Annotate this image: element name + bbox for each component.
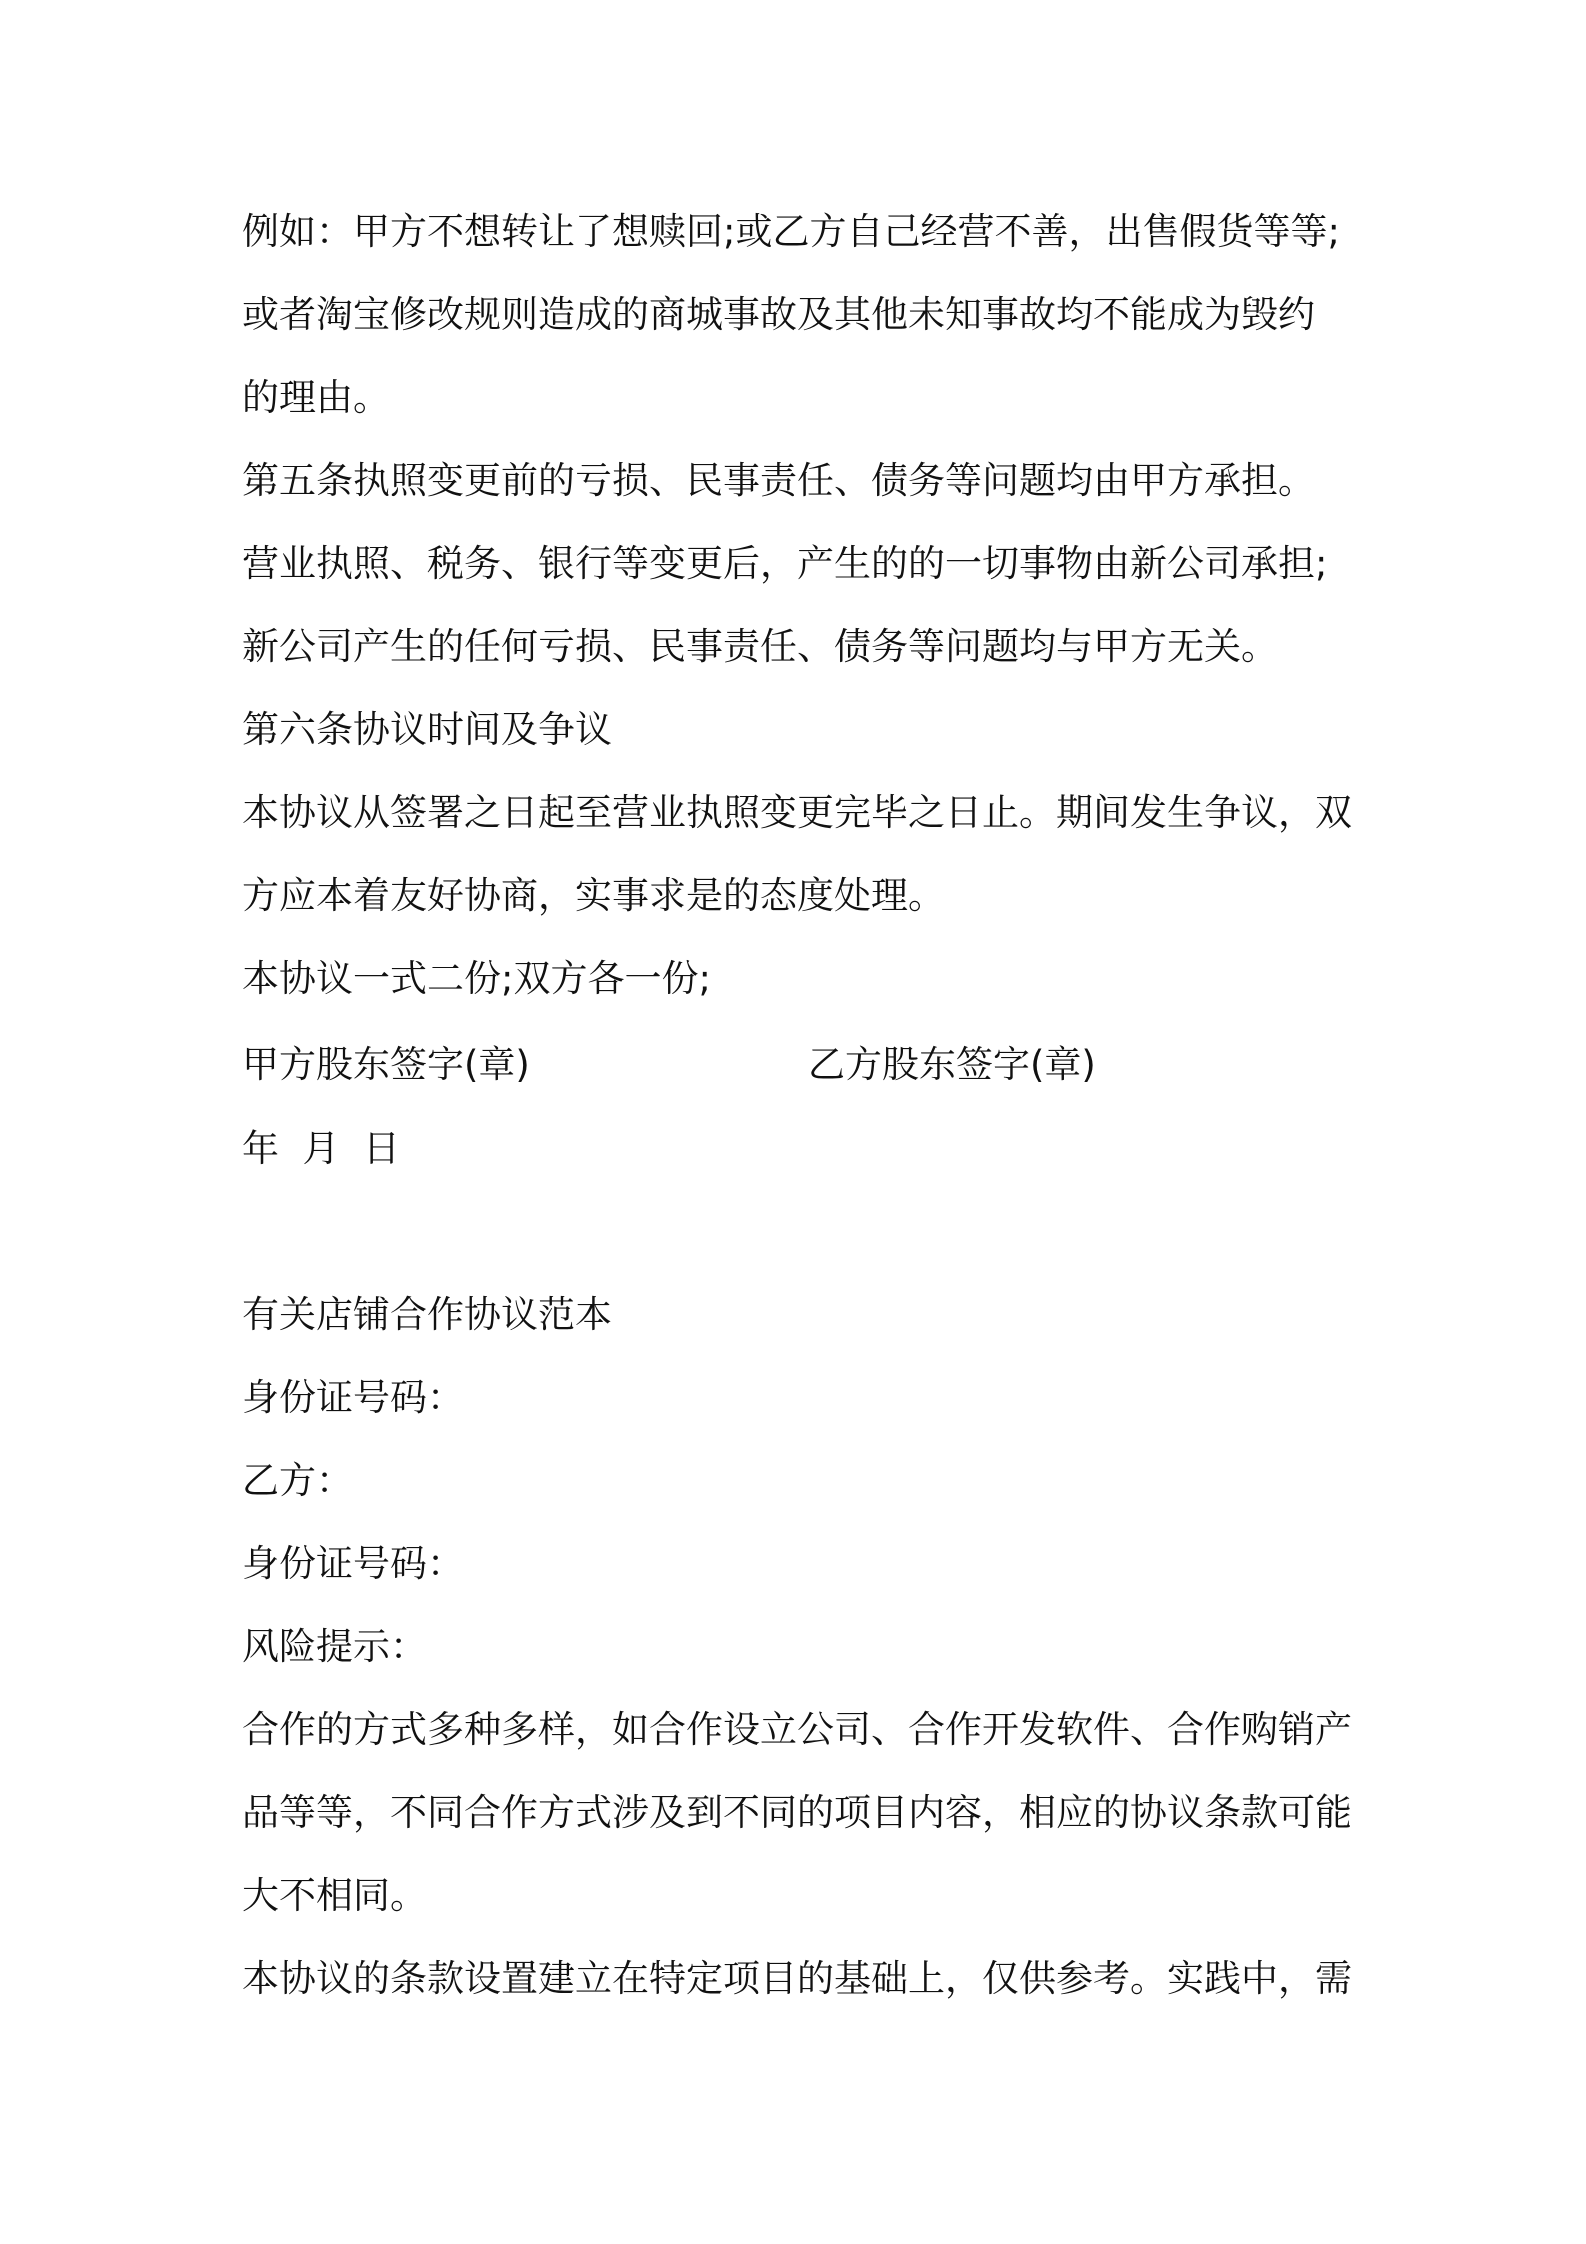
- date-line: 年 月 日: [242, 1127, 401, 1170]
- party-b-signature-label: 乙方股东签字(章): [808, 1043, 1096, 1086]
- paragraph-line: 新公司产生的任何亏损、民事责任、债务等问题均与甲方无关。: [242, 625, 1278, 668]
- paragraph-line: 或者淘宝修改规则造成的商城事故及其他未知事故均不能成为毁约: [242, 293, 1315, 336]
- id-number-field-label: 身份证号码：: [242, 1542, 464, 1585]
- risk-notice-heading: 风险提示：: [242, 1625, 427, 1668]
- article-6-heading: 第六条协议时间及争议: [242, 708, 612, 751]
- paragraph-line: 本协议一式二份;双方各一份;: [242, 957, 711, 1000]
- paragraph-line: 本协议从签署之日起至营业执照变更完毕之日止。期间发生争议，双: [242, 791, 1352, 834]
- party-a-signature-label: 甲方股东签字(章): [242, 1043, 530, 1086]
- section-title: 有关店铺合作协议范本: [242, 1293, 612, 1336]
- paragraph-line: 品等等，不同合作方式涉及到不同的项目内容，相应的协议条款可能: [242, 1791, 1352, 1834]
- paragraph-line: 本协议的条款设置建立在特定项目的基础上，仅供参考。实践中，需: [242, 1957, 1352, 2000]
- paragraph-line: 营业执照、税务、银行等变更后，产生的的一切事物由新公司承担;: [242, 542, 1328, 585]
- article-5-heading: 第五条执照变更前的亏损、民事责任、债务等问题均由甲方承担。: [242, 459, 1315, 502]
- id-number-field-label: 身份证号码：: [242, 1376, 464, 1419]
- paragraph-line: 大不相同。: [242, 1874, 427, 1917]
- paragraph-line: 的理由。: [242, 376, 390, 419]
- party-b-field-label: 乙方：: [242, 1459, 353, 1502]
- paragraph-line: 方应本着友好协商，实事求是的态度处理。: [242, 874, 945, 917]
- paragraph-line: 例如：甲方不想转让了想赎回;或乙方自己经营不善，出售假货等等;: [242, 210, 1340, 253]
- paragraph-line: 合作的方式多种多样，如合作设立公司、合作开发软件、合作购销产: [242, 1708, 1352, 1751]
